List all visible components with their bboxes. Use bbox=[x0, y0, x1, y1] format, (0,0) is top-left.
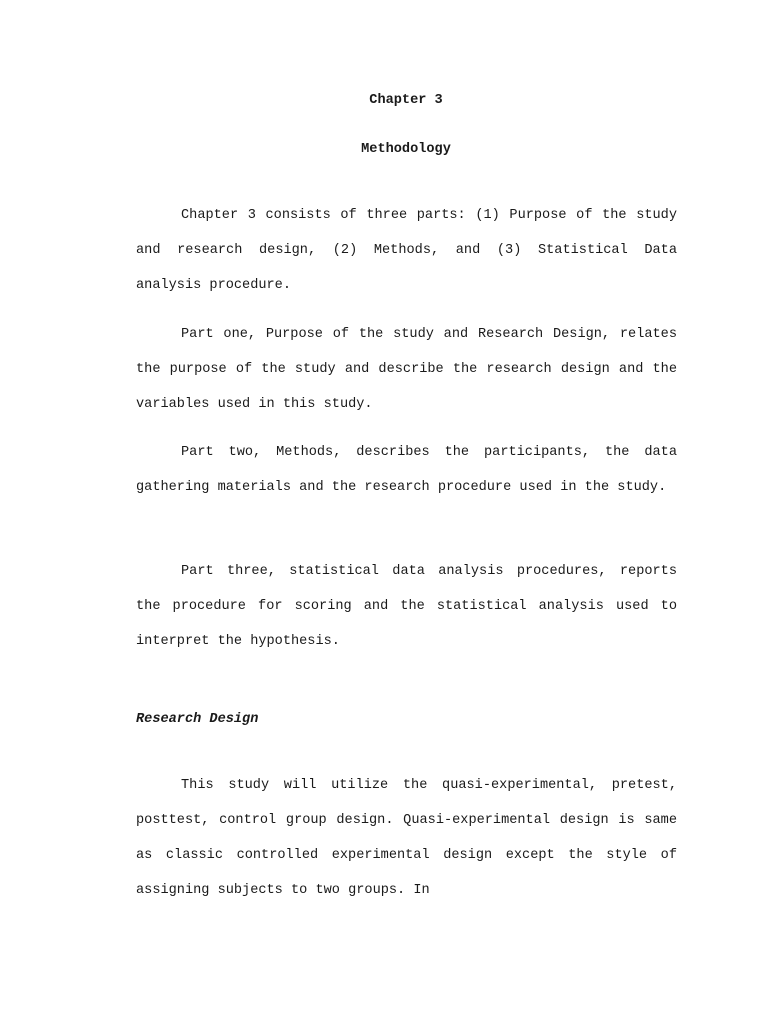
paragraph: Part one, Purpose of the study and Research Design, relates the purpose of the study and describe the research design and the variables used in this study. bbox=[136, 327, 677, 412]
chapter-heading: Chapter 3 bbox=[369, 93, 443, 108]
paragraph: Chapter 3 consists of three parts: (1) Purpose of the study and research design, (2) Methods, and (3) Statistical Data analysis procedure. bbox=[136, 208, 677, 293]
section-title: Methodology bbox=[361, 142, 451, 157]
paragraph: Part two, Methods, describes the participants, the data gathering materials and the research procedure used in the study. bbox=[136, 445, 677, 495]
research-design-subheading: Research Design bbox=[136, 712, 259, 727]
paragraph: Part three, statistical data analysis procedures, reports the procedure for scoring and the statistical analysis used to interpret the hypothesis. bbox=[136, 564, 677, 649]
research-design-paragraph: This study will utilize the quasi-experimental, pretest, posttest, control group design. Quasi-experimental design is same as classic controlled experimental design except the style of assigning subjects to two groups. In bbox=[136, 778, 677, 898]
